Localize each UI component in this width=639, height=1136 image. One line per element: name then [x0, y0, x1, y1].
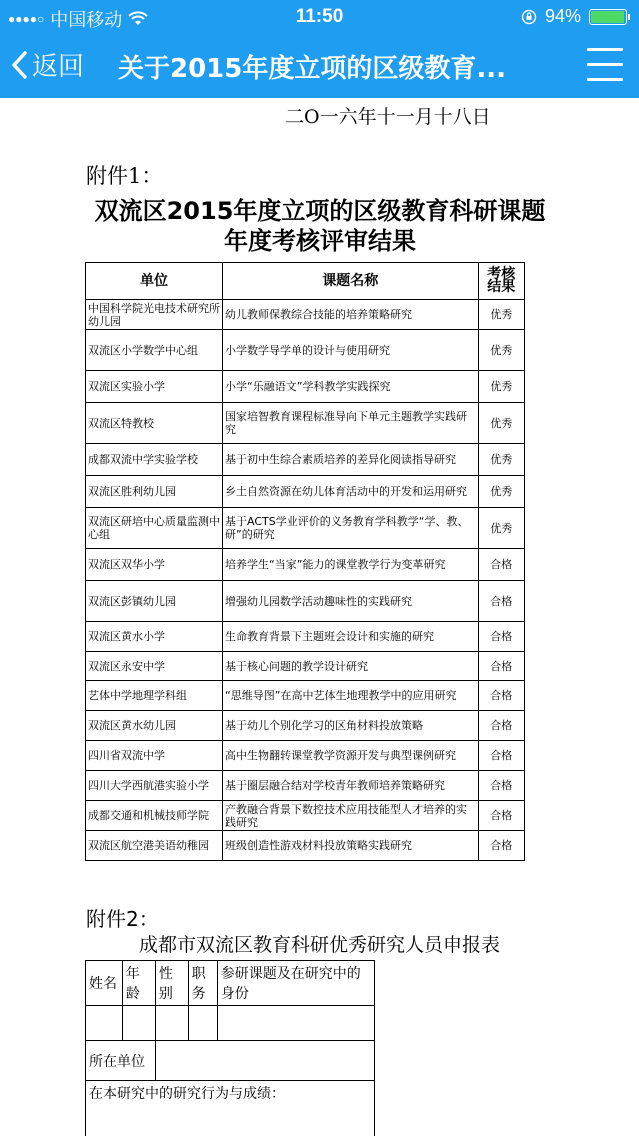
- form-header-position: 职务: [188, 961, 217, 1006]
- cell-topic: 国家培智教育课程标准导向下单元主题教学实践研究: [223, 403, 479, 444]
- cell-result: 合格: [478, 549, 524, 581]
- clock: 11:50: [295, 6, 344, 27]
- cell-result: 优秀: [478, 444, 524, 476]
- cell-topic: 基于圈层融合结对学校青年教师培养策略研究: [223, 771, 479, 801]
- table-row: [86, 371, 525, 403]
- cell-topic: 基于幼儿个别化学习的区角材料投放策略: [223, 711, 479, 741]
- table-row: [86, 330, 525, 371]
- cell-topic: 基于核心问题的教学设计研究: [223, 652, 479, 681]
- cell-result: 优秀: [478, 508, 524, 549]
- table-row: [86, 476, 525, 508]
- cell-unit: 双流区彭镇幼儿园: [86, 581, 223, 622]
- cell-topic: 班级创造性游戏材料投放策略实践研究: [223, 831, 479, 861]
- cell-unit: 艺体中学地理学科组: [86, 681, 223, 711]
- table-row: [86, 652, 525, 681]
- cell-result: 合格: [478, 681, 524, 711]
- cell-topic: “思维导图”在高中艺体生地理教学中的应用研究: [223, 681, 479, 711]
- table-row: [86, 831, 525, 861]
- cell-topic: 增强幼儿园数学活动趣味性的实践研究: [223, 581, 479, 622]
- form-header-name: 姓名: [86, 961, 123, 1006]
- form-cell-empty: [217, 1006, 374, 1041]
- form-cell-empty: [122, 1006, 155, 1041]
- cell-topic: 培养学生“当家”能力的课堂教学行为变革研究: [223, 549, 479, 581]
- form-cell-empty: [86, 1006, 123, 1041]
- carrier-label: 中国移动: [50, 10, 123, 30]
- table-row: [86, 581, 525, 622]
- cell-result: 合格: [478, 652, 524, 681]
- cell-result: 优秀: [478, 371, 524, 403]
- form-unit-label: 所在单位: [86, 1041, 156, 1081]
- cell-topic: 小学“乐融语文”学科教学实践探究: [223, 371, 479, 403]
- cell-result: 合格: [478, 622, 524, 652]
- header-result: 考核结果: [478, 263, 524, 300]
- document-date: 二O一六年十一月十八日: [285, 106, 491, 128]
- nav-bar: [0, 34, 639, 98]
- back-button[interactable]: [10, 46, 84, 83]
- attachment1-label: 附件1：: [86, 164, 163, 188]
- cell-topic: 基于ACTS学业评价的义务教育学科教学“学、教、研”的研究: [223, 508, 479, 549]
- table-row: [86, 622, 525, 652]
- cell-unit: 双流区双华小学: [86, 549, 223, 581]
- table-row: [86, 300, 525, 330]
- cell-topic: 产教融合背景下数控技术应用技能型人才培养的实践研究: [223, 801, 479, 831]
- cell-topic: 小学数学导学单的设计与使用研究: [223, 330, 479, 371]
- cell-topic: 基于初中生综合素质培养的差异化阅读指导研究: [223, 444, 479, 476]
- cell-unit: 双流区研培中心质量监测中心组: [86, 508, 223, 549]
- table-row: [86, 711, 525, 741]
- table-row: [86, 508, 525, 549]
- cell-unit: 双流区胜利幼儿园: [86, 476, 223, 508]
- form-header-age: 年龄: [122, 961, 155, 1006]
- cell-result: 合格: [478, 711, 524, 741]
- table-row: [86, 444, 525, 476]
- cell-topic: 幼儿教师保教综合技能的培养策略研究: [223, 300, 479, 330]
- cell-result: 优秀: [478, 300, 524, 330]
- cell-unit: 成都交通和机械技师学院: [86, 801, 223, 831]
- table-row: [86, 741, 525, 771]
- battery-icon: [589, 9, 627, 25]
- cell-result: 优秀: [478, 476, 524, 508]
- cell-unit: 成都双流中学实验学校: [86, 444, 223, 476]
- cell-unit: 双流区黄水幼儿园: [86, 711, 223, 741]
- chevron-left-icon: [10, 50, 28, 80]
- cell-topic: 生命教育背景下主题班会设计和实施的研究: [223, 622, 479, 652]
- cell-topic: 乡土自然资源在幼儿体育活动中的开发和运用研究: [223, 476, 479, 508]
- cell-unit: 双流区特教校: [86, 403, 223, 444]
- header-topic: 课题名称: [223, 263, 479, 300]
- cell-unit: 双流区实验小学: [86, 371, 223, 403]
- cell-result: 合格: [478, 771, 524, 801]
- results-table: [85, 262, 525, 861]
- cell-unit: 四川省双流中学: [86, 741, 223, 771]
- cell-unit: 双流区航空港美语幼稚园: [86, 831, 223, 861]
- cell-unit: 四川大学西航港实验小学: [86, 771, 223, 801]
- table2-title: 成都市双流区教育科研优秀研究人员申报表: [139, 934, 501, 956]
- form-header-gender: 性别: [155, 961, 188, 1006]
- cell-result: 优秀: [478, 403, 524, 444]
- form-cell-empty: [155, 1006, 188, 1041]
- title-line2: 年度考核评审结果: [224, 227, 416, 255]
- form-cell-empty: [188, 1006, 217, 1041]
- document-content[interactable]: [0, 98, 639, 1136]
- rotation-lock-icon: [521, 9, 537, 25]
- attachment2-label: 附件2：: [86, 907, 159, 931]
- table-row: [86, 403, 525, 444]
- cell-result: 合格: [478, 831, 524, 861]
- cell-unit: 中国科学院光电技术研究所幼儿园: [86, 300, 223, 330]
- cell-result: 优秀: [478, 330, 524, 371]
- menu-icon[interactable]: [587, 48, 623, 82]
- form-header-project-role: 参研课题及在研究中的身份: [217, 961, 374, 1006]
- document-title: [60, 196, 580, 256]
- cell-topic: 高中生物翻转课堂教学资源开发与典型课例研究: [223, 741, 479, 771]
- cell-result: 合格: [478, 581, 524, 622]
- form-performance-label: 在本研究中的研究行为与成绩：: [86, 1081, 375, 1136]
- battery-percent: 94%: [544, 6, 581, 26]
- application-form-table: [85, 960, 375, 1136]
- table-row: [86, 681, 525, 711]
- cell-result: 合格: [478, 801, 524, 831]
- back-label: 返回: [32, 52, 85, 82]
- table-row: [86, 549, 525, 581]
- table-row: [86, 801, 525, 831]
- cell-unit: 双流区黄水小学: [86, 622, 223, 652]
- form-unit-value: [155, 1041, 374, 1081]
- table-row: [86, 771, 525, 801]
- cell-result: 合格: [478, 741, 524, 771]
- header-unit: 单位: [86, 263, 223, 300]
- title-line1: 双流区2015年度立项的区级教育科研课题: [94, 197, 546, 225]
- page-title: 关于2015年度立项的区级教育...: [118, 54, 506, 84]
- status-bar: [0, 0, 639, 34]
- cell-unit: 双流区永安中学: [86, 652, 223, 681]
- signal-icon: ●●●●○: [8, 12, 45, 26]
- cell-unit: 双流区小学数学中心组: [86, 330, 223, 371]
